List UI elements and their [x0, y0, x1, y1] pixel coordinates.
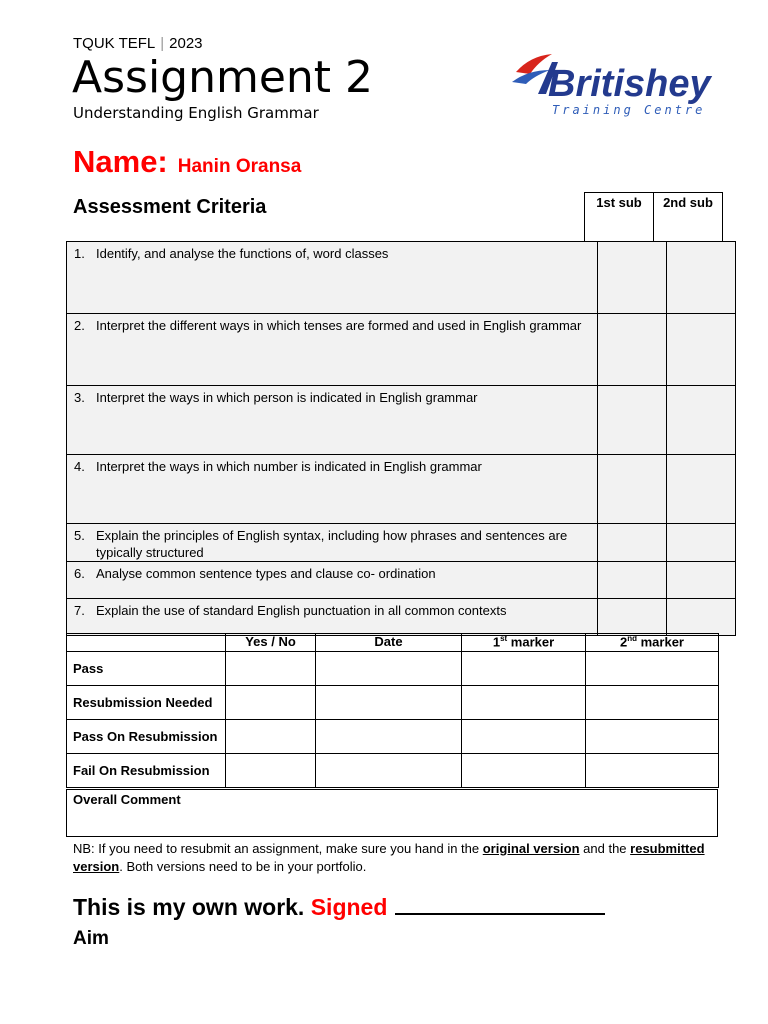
first-sub-cell[interactable] [598, 386, 667, 455]
date-cell[interactable] [316, 652, 462, 686]
results-row-pass-on-resubmission [67, 720, 719, 754]
first-marker-cell[interactable] [462, 686, 586, 720]
second-sub-header: 2nd sub [654, 193, 723, 244]
criteria-text: Interpret the different ways in which tenses are formed and used in English grammar [96, 318, 582, 333]
criteria-row [67, 242, 736, 314]
criteria-number: 4. [74, 459, 85, 474]
second-marker-header: 2nd marker [586, 634, 719, 652]
row-label-pass-on-resubmission: Pass On Resubmission [67, 720, 226, 754]
results-row-fail-on-resubmission [67, 754, 719, 788]
criteria-number: 7. [74, 603, 85, 618]
second-sub-cell[interactable] [667, 242, 736, 314]
signed-label: Signed [310, 894, 388, 920]
britishey-logo [508, 50, 733, 120]
page-title: Assignment 2 [72, 52, 374, 103]
row-label-pass: Pass [67, 652, 226, 686]
first-sub-cell[interactable] [598, 242, 667, 314]
criteria-number: 5. [74, 528, 85, 543]
second-sub-cell[interactable] [667, 455, 736, 524]
separator: | [160, 35, 165, 52]
first-sub-header: 1st sub [585, 193, 654, 244]
page-subtitle: Understanding English Grammar [73, 104, 319, 122]
second-marker-cell[interactable] [586, 686, 719, 720]
logo-brand: Britishey [548, 63, 711, 105]
yes-no-cell[interactable] [226, 686, 316, 720]
first-sub-cell[interactable] [598, 562, 667, 599]
results-row-resubmission-needed [67, 686, 719, 720]
declaration [73, 893, 605, 921]
first-sub-cell[interactable] [598, 524, 667, 562]
date-cell[interactable] [316, 720, 462, 754]
criteria-number: 3. [74, 390, 85, 405]
criteria-row [67, 386, 736, 455]
results-corner-cell [67, 634, 226, 652]
yes-no-cell[interactable] [226, 720, 316, 754]
second-sub-cell[interactable] [667, 314, 736, 386]
first-sub-cell[interactable] [598, 599, 667, 636]
signature-value: Aim [73, 928, 109, 949]
results-header-row [67, 634, 719, 652]
yes-no-cell[interactable] [226, 652, 316, 686]
criteria-row [67, 562, 736, 599]
course-year: 2023 [169, 35, 203, 52]
second-sub-cell[interactable] [667, 524, 736, 562]
declaration-text: This is my own work. [73, 894, 305, 920]
first-marker-header: 1st marker [462, 634, 586, 652]
logo-tagline: Training Centre [552, 103, 706, 117]
criteria-text: Analyse common sentence types and clause co- ordination [96, 566, 436, 581]
first-marker-cell[interactable] [462, 754, 586, 788]
criteria-number: 6. [74, 566, 85, 581]
submission-header-table [584, 192, 723, 244]
row-label-fail-on-resubmission: Fail On Resubmission [67, 754, 226, 788]
criteria-text: Explain the use of standard English punctuation in all common contexts [96, 603, 507, 618]
name-row [73, 144, 301, 180]
criteria-row [67, 599, 736, 636]
criteria-number: 2. [74, 318, 85, 333]
resubmitted-version-text: resubmitted version [73, 841, 705, 874]
date-header: Date [316, 634, 462, 652]
row-label-resubmission-needed: Resubmission Needed [67, 686, 226, 720]
date-cell[interactable] [316, 686, 462, 720]
overall-comment-label: Overall Comment [73, 792, 181, 807]
criteria-row [67, 314, 736, 386]
overall-comment-box[interactable] [66, 789, 718, 837]
second-sub-cell[interactable] [667, 386, 736, 455]
second-marker-cell[interactable] [586, 652, 719, 686]
second-marker-cell[interactable] [586, 720, 719, 754]
course-name: TQUK TEFL [73, 35, 156, 52]
yes-no-header: Yes / No [226, 634, 316, 652]
criteria-table [66, 241, 736, 636]
criteria-text: Identify, and analyse the functions of, word classes [96, 246, 389, 261]
criteria-row [67, 524, 736, 562]
yes-no-cell[interactable] [226, 754, 316, 788]
first-sub-cell[interactable] [598, 455, 667, 524]
first-sub-cell[interactable] [598, 314, 667, 386]
second-sub-cell[interactable] [667, 562, 736, 599]
name-value: Hanin Oransa [177, 156, 302, 177]
original-version-text: original version [482, 841, 580, 856]
criteria-number: 1. [74, 246, 85, 261]
header-line [73, 35, 203, 52]
results-row-pass [67, 652, 719, 686]
signature-line[interactable] [395, 893, 605, 915]
nb-note: NB: If you need to resubmit an assignment, make sure you hand in the original version and the resubmitted version. Both versions need to be in your portfolio. [73, 841, 705, 874]
criteria-text: Interpret the ways in which number is indicated in English grammar [96, 459, 482, 474]
name-label: Name: [73, 144, 168, 179]
results-table [66, 633, 719, 788]
criteria-text: Explain the principles of English syntax, including how phrases and sentences are typically structured [96, 528, 568, 560]
first-marker-cell[interactable] [462, 652, 586, 686]
second-sub-cell[interactable] [667, 599, 736, 636]
date-cell[interactable] [316, 754, 462, 788]
criteria-row [67, 455, 736, 524]
criteria-heading: Assessment Criteria [73, 196, 267, 218]
criteria-text: Interpret the ways in which person is indicated in English grammar [96, 390, 478, 405]
second-marker-cell[interactable] [586, 754, 719, 788]
first-marker-cell[interactable] [462, 720, 586, 754]
